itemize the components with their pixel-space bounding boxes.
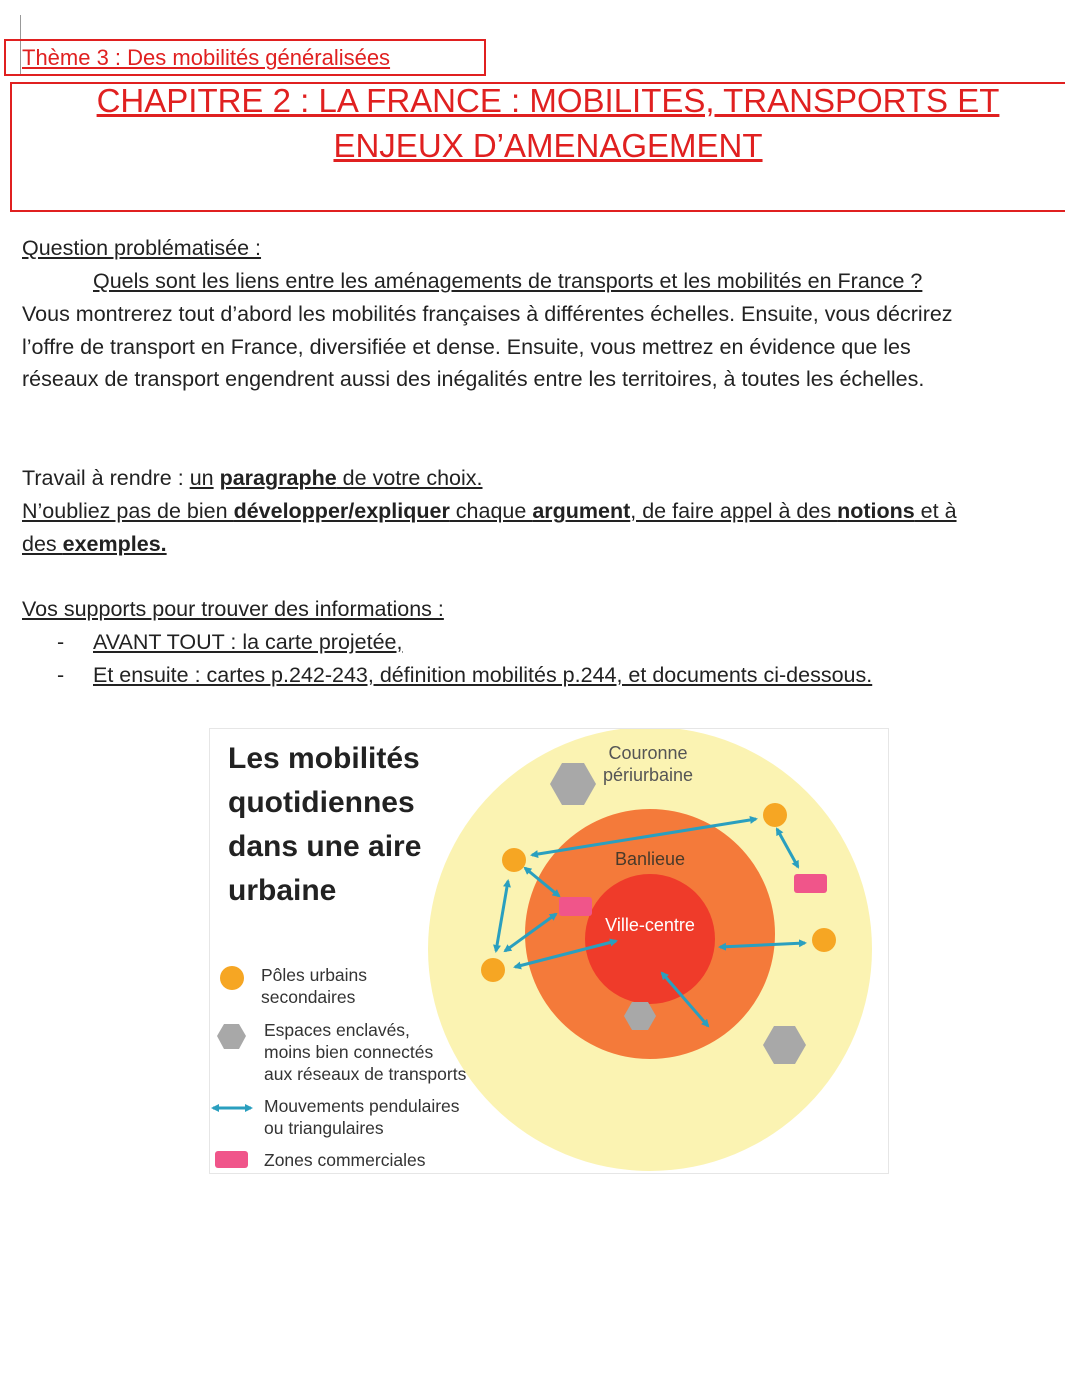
couronne-label-line: périurbaine bbox=[602, 765, 694, 785]
banlieue-label: Banlieue bbox=[614, 849, 686, 869]
figure-title-line: Les mobilités bbox=[228, 742, 420, 775]
work-l2-c: chaque bbox=[449, 499, 533, 523]
work-l2-d: argument bbox=[532, 499, 631, 523]
figure-title-line: urbaine bbox=[228, 874, 337, 907]
urban-mobility-figure bbox=[209, 728, 889, 1174]
instruction-line-2: l’offre de transport en France, diversifiée et dense. Ensuite, vous mettrez en évidence que les bbox=[22, 335, 911, 359]
figure-title bbox=[228, 737, 421, 913]
work-l2-a: N’oubliez pas de bien bbox=[22, 499, 234, 523]
legend-enclaves-label bbox=[264, 1019, 466, 1085]
ville-centre-disc bbox=[585, 874, 715, 1004]
supports-heading: Vos supports pour trouver des informations : bbox=[22, 597, 444, 621]
work-l3-a: des bbox=[22, 532, 63, 556]
legend-line: aux réseaux de transports bbox=[264, 1064, 467, 1084]
commercial-zone-rect bbox=[794, 874, 827, 893]
legend-orange-circle-icon bbox=[220, 966, 244, 990]
question-text: Quels sont les liens entre les aménagements de transports et les mobilités en France ? bbox=[93, 269, 923, 293]
secondary-pole-circle bbox=[502, 848, 526, 872]
support-item-1: AVANT TOUT : la carte projetée, bbox=[93, 630, 403, 654]
work-l3-b: exemples. bbox=[62, 532, 167, 556]
secondary-pole-circle bbox=[763, 803, 787, 827]
instruction-line-1: Vous montrerez tout d’abord les mobilités françaises à différentes échelles. Ensuite, vous décrirez bbox=[22, 302, 953, 326]
figure-title-line: dans une aire bbox=[228, 830, 422, 863]
secondary-pole-circle bbox=[812, 928, 836, 952]
chapter-title-line-2: ENJEUX D’AMENAGEMENT bbox=[333, 127, 763, 164]
legend-line: secondaires bbox=[261, 987, 356, 1007]
work-l2-e: , de faire appel à des bbox=[630, 499, 838, 523]
legend-line: Pôles urbains bbox=[261, 965, 368, 985]
chapter-title bbox=[30, 78, 1065, 168]
work-paragraphe: paragraphe bbox=[219, 466, 337, 490]
legend-line: Zones commerciales bbox=[264, 1150, 426, 1170]
bullet-dash-2: - bbox=[57, 663, 65, 687]
chapter-title-line-1: CHAPITRE 2 : LA FRANCE : MOBILITES, TRANSPORTS ET bbox=[96, 82, 1000, 119]
couronne-label bbox=[588, 742, 708, 786]
legend-gray-hexagon-icon bbox=[217, 1024, 246, 1049]
bullet-dash-1: - bbox=[57, 630, 65, 654]
legend-line: moins bien connectés bbox=[264, 1042, 434, 1062]
legend-line: Espaces enclavés, bbox=[264, 1020, 410, 1040]
legend-movements-label bbox=[264, 1095, 460, 1139]
ville-centre-label: Ville-centre bbox=[605, 915, 695, 935]
theme-title: Thème 3 : Des mobilités généralisées bbox=[22, 45, 391, 70]
work-un: un bbox=[189, 466, 214, 490]
legend-pink-rectangle-icon bbox=[215, 1151, 248, 1168]
work-suffix: de votre choix. bbox=[336, 466, 483, 490]
couronne-label-line: Couronne bbox=[608, 743, 688, 763]
work-line-3 bbox=[22, 530, 167, 558]
work-line-1 bbox=[22, 464, 483, 492]
legend-line: Mouvements pendulaires bbox=[264, 1096, 460, 1116]
legend-poles-label bbox=[261, 964, 367, 1008]
work-line-2 bbox=[22, 497, 957, 525]
secondary-pole-circle bbox=[481, 958, 505, 982]
question-heading: Question problématisée : bbox=[22, 236, 262, 260]
figure-title-line: quotidiennes bbox=[228, 786, 415, 819]
work-l2-g: et à bbox=[914, 499, 957, 523]
support-item-2: Et ensuite : cartes p.242-243, définition mobilités p.244, et documents ci-dessous. bbox=[93, 663, 873, 687]
work-l2-f: notions bbox=[837, 499, 915, 523]
commercial-zone-rect bbox=[559, 897, 592, 916]
instruction-line-3: réseaux de transport engendrent aussi des inégalités entre les territoires, à toutes les échelles. bbox=[22, 367, 925, 391]
legend-line: ou triangulaires bbox=[264, 1118, 384, 1138]
work-prefix: Travail à rendre : bbox=[22, 466, 190, 490]
legend-commercial-label bbox=[264, 1149, 425, 1171]
work-l2-b: développer/expliquer bbox=[233, 499, 450, 523]
